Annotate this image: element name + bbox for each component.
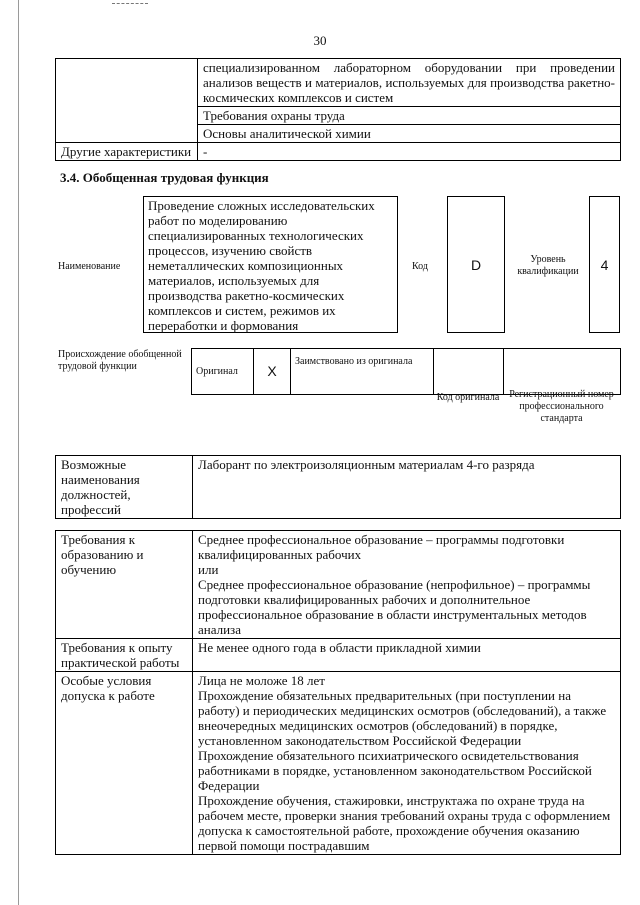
positions-table bbox=[55, 455, 621, 519]
knowledge-table bbox=[55, 58, 621, 161]
table-row bbox=[56, 456, 621, 519]
origin-reg-number-cell bbox=[504, 349, 621, 395]
positions-label: Возможные наименования должностей, профессий bbox=[56, 456, 193, 519]
origin-original-label: Оригинал bbox=[192, 349, 254, 395]
education-item: Среднее профессиональное образование (непрофильное) – программы подготовки квалифицированных рабочих и дополнительное профессиональное образование в области инструментальных методов анализа bbox=[198, 577, 591, 637]
qualification-level-value: 4 bbox=[589, 196, 620, 333]
experience-value: Не менее одного года в области прикладной химии bbox=[193, 639, 621, 672]
requirements-table bbox=[55, 530, 621, 855]
reg-number-label: Регистрационный номер профессионального стандарта bbox=[509, 389, 614, 424]
other-characteristics-label: Другие характеристики bbox=[56, 143, 198, 161]
table-row bbox=[56, 639, 621, 672]
function-name-value: Проведение сложных исследовательских работ по моделированию специализированных технологических процессов, изучению свойств неметаллических композиционных материалов, используемых для производства ракетно-космических комплексов и систем, режимов их переработки и формования bbox=[143, 196, 398, 333]
code-original-label: Код оригинала bbox=[436, 392, 500, 403]
admission-item: Лица не моложе 18 лет bbox=[198, 673, 325, 688]
origin-original-mark: X bbox=[254, 349, 291, 395]
admission-item: Прохождение обязательных предварительных (при поступлении на работу) и периодических медицинских осмотров (обследований), а также внеочередных медицинских осмотров (обследований) в порядке, установленном законодательством Российской Федерации bbox=[198, 688, 607, 748]
positions-value: Лаборант по электроизоляционным материалам 4-го разряда bbox=[193, 456, 621, 519]
knowledge-item: специализированном лабораторном оборудовании при проведении анализов веществ и материалов, используемых для производства ракетно-космических комплексов и систем bbox=[198, 59, 621, 107]
experience-label: Требования к опыту практической работы bbox=[56, 639, 193, 672]
knowledge-label-cell bbox=[56, 59, 198, 143]
function-name-label: Наименование bbox=[58, 261, 121, 272]
origin-borrowed-label: Заимствовано из оригинала bbox=[291, 349, 434, 395]
education-label: Требования к образованию и обучению bbox=[56, 531, 193, 639]
knowledge-item: Требования охраны труда bbox=[198, 107, 621, 125]
admission-item: Прохождение обязательного психиатрического освидетельствования работниками в порядке, установленном законодательством Российской Федерации bbox=[198, 748, 592, 793]
function-code-label: Код bbox=[412, 261, 428, 272]
qualification-level-label: Уровень квалификации bbox=[517, 254, 579, 277]
education-item: или bbox=[198, 562, 219, 577]
knowledge-item: Основы аналитической химии bbox=[198, 125, 621, 143]
table-row bbox=[56, 59, 621, 107]
scan-edge-dash bbox=[112, 3, 148, 4]
section-heading: 3.4. Обобщенная трудовая функция bbox=[60, 170, 269, 185]
table-row bbox=[192, 349, 621, 395]
page-number: 30 bbox=[313, 33, 327, 48]
origin-label: Происхождение обобщенной трудовой функции bbox=[58, 349, 182, 372]
education-item: Среднее профессиональное образование – программы подготовки квалифицированных рабочих bbox=[198, 532, 565, 562]
table-row bbox=[56, 672, 621, 855]
education-value bbox=[193, 531, 621, 639]
table-row bbox=[56, 143, 621, 161]
scan-edge-line bbox=[18, 0, 19, 905]
admission-item: Прохождение обучения, стажировки, инструктажа по охране труда на рабочем месте, проверки знания требований охраны труда с оформлением допуска к самостоятельной работе, прохождение обучения оказанию первой помощи пострадавшим bbox=[198, 793, 611, 853]
origin-table bbox=[191, 348, 621, 395]
admission-label: Особые условия допуска к работе bbox=[56, 672, 193, 855]
function-code-value: D bbox=[447, 196, 505, 333]
other-characteristics-value: - bbox=[198, 143, 621, 161]
table-row bbox=[56, 531, 621, 639]
admission-value bbox=[193, 672, 621, 855]
origin-code-cell bbox=[434, 349, 504, 395]
